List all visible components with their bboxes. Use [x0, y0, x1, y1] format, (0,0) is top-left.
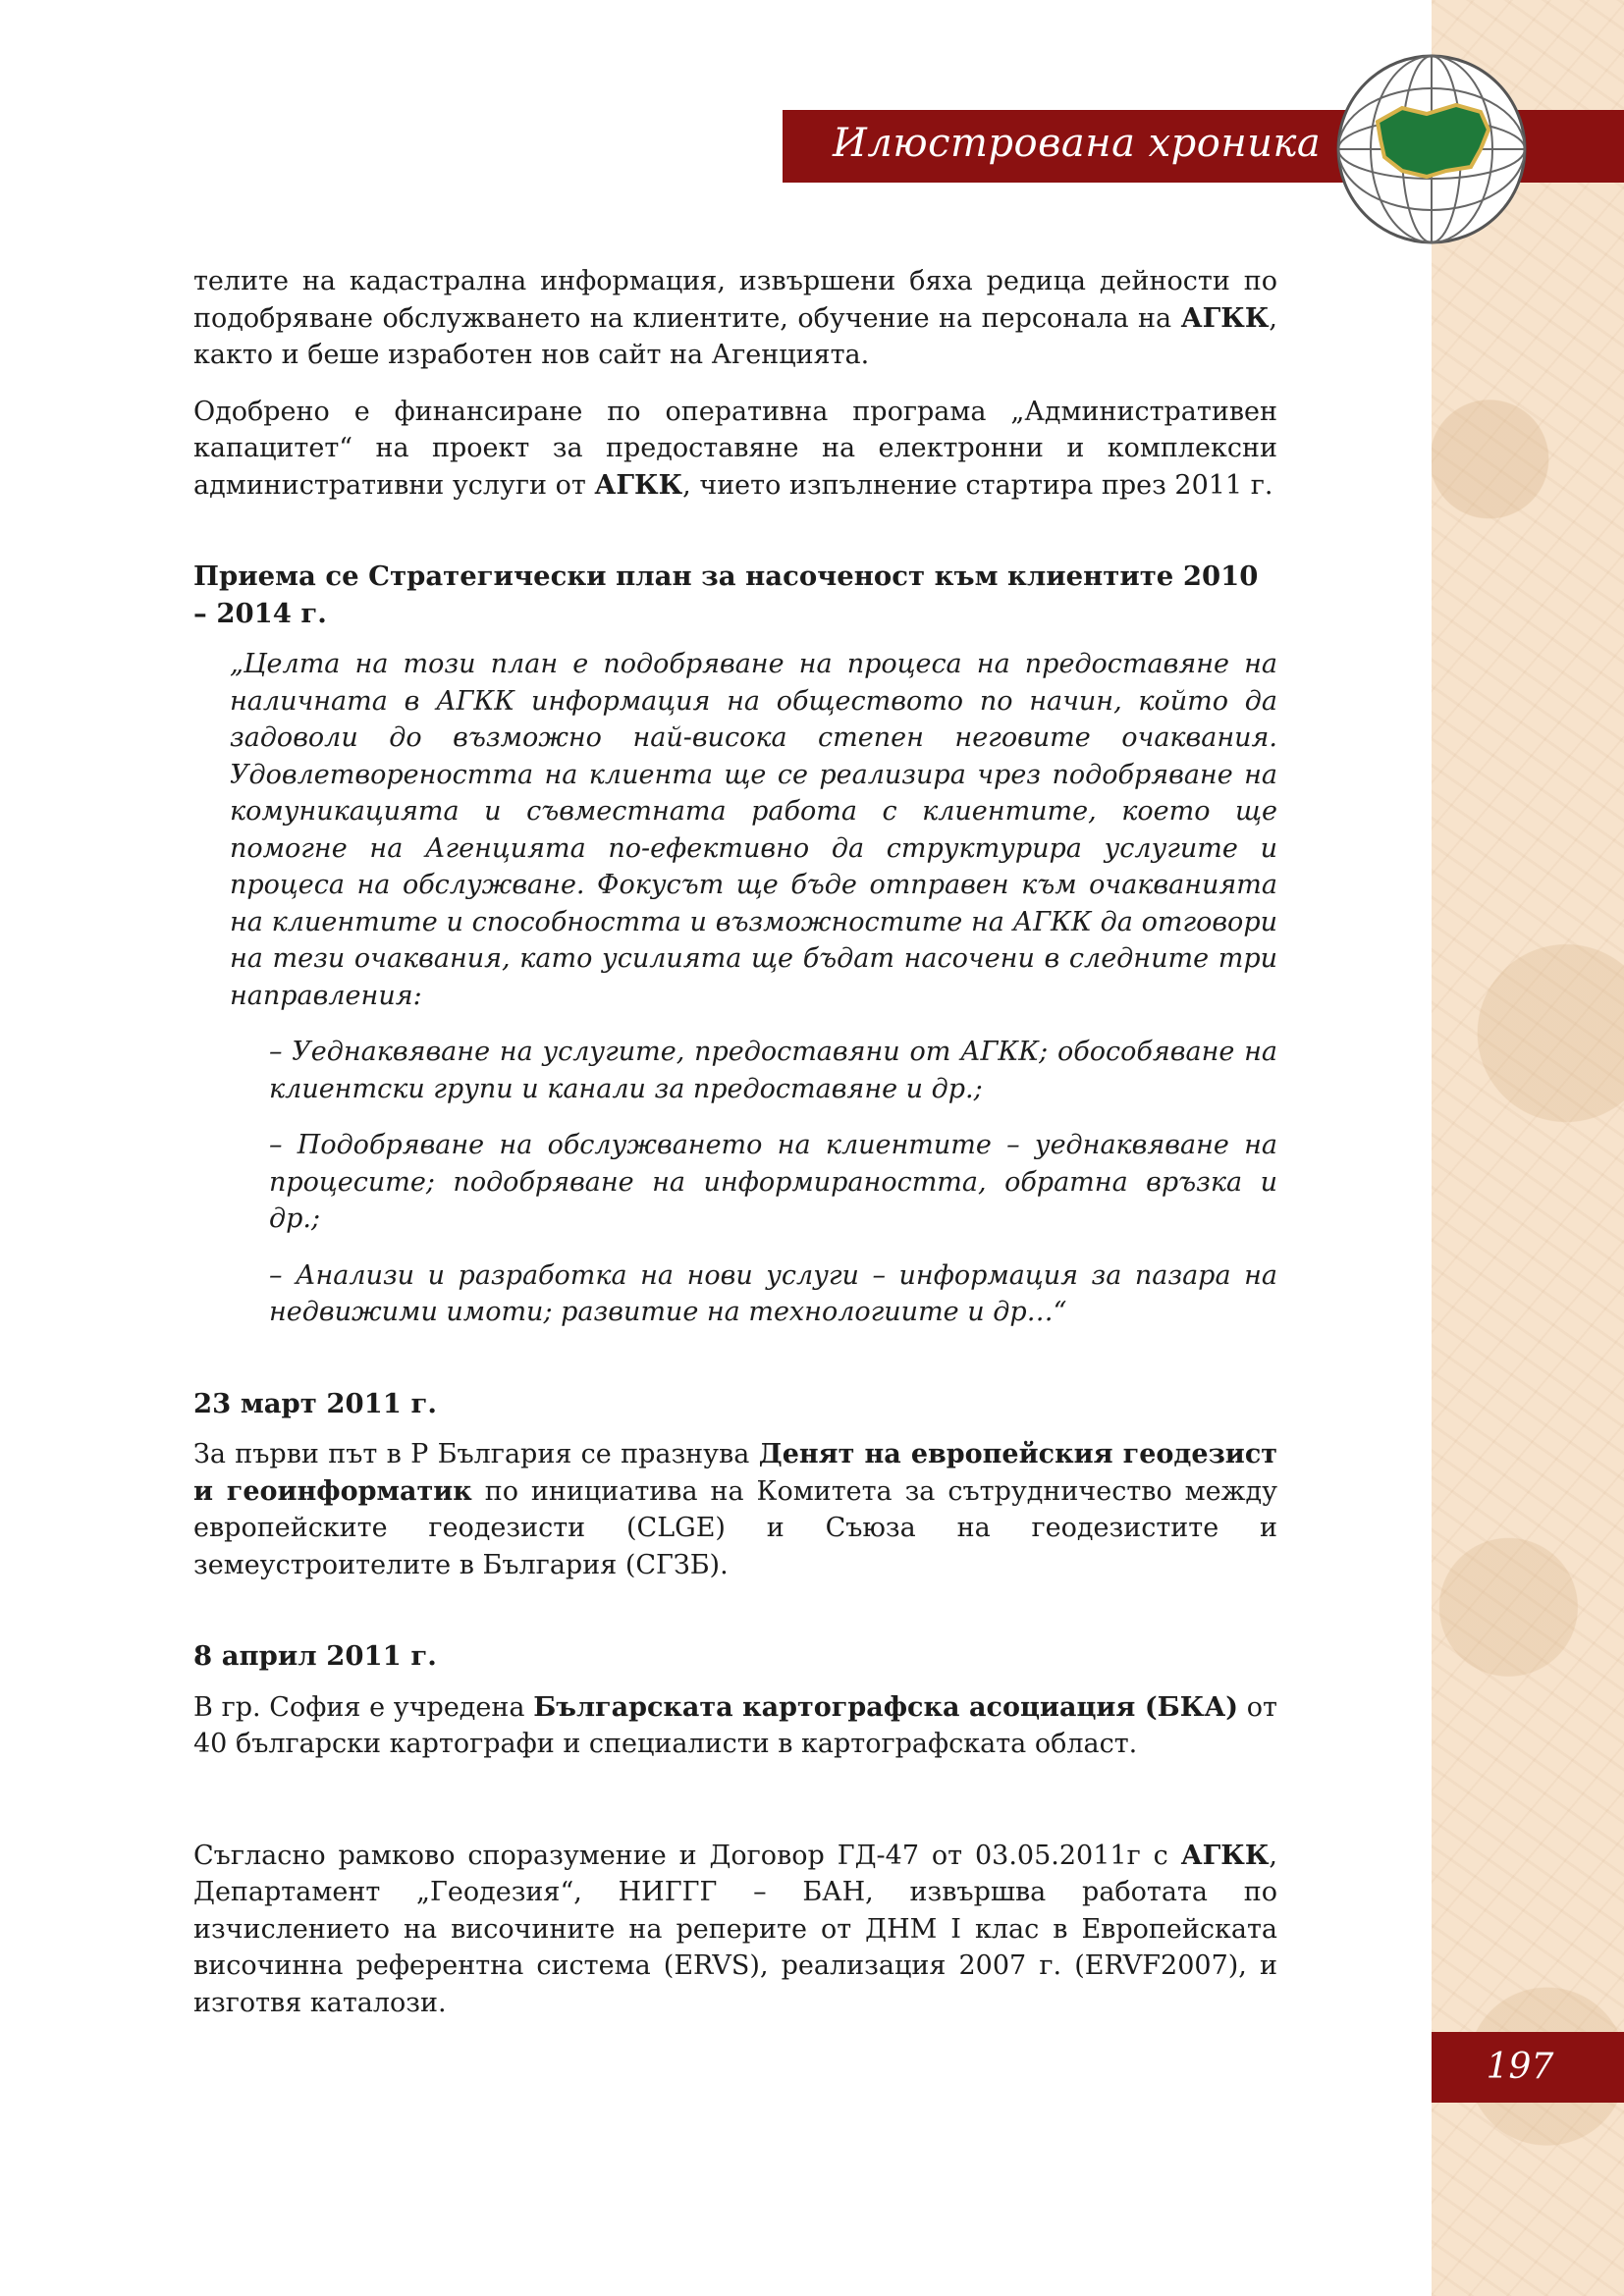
section-heading-strategic-plan: Приема се Стратегически план за насоченост към клиентите 2010 – 2014 г.	[193, 561, 1259, 629]
globe-logo-icon	[1333, 51, 1530, 247]
main-content	[193, 263, 1277, 2021]
page-title: Илюстрована хроника	[833, 121, 1322, 166]
paragraph-2: Одобрено е финансиране по оперативна програма „Административен капацитет“ на проект за предоставяне на електронни и комплексни административни услуги от АГКК, чието изпълнение стартира през 2011 г.	[193, 396, 1277, 501]
quote-bullet-2: – Подобряване на обслужването на клиентите – уеднаквяване на процесите; подобряване на информираността, обратна връзка и др.;	[269, 1130, 1277, 1234]
section-heading-april-8: 8 април 2011 г.	[193, 1640, 437, 1672]
paragraph-ervs: Съгласно рамково споразумение и Договор ГД-47 от 03.05.2011г с АГКК, Департамент „Геодезия“, НИГГГ – БАН, извършва работата по изчислението на височините на реперите от ДНМ I клас в Европейската височинна референтна система (ERVS), реализация 2007 г. (ERVF2007), и изготвя каталози.	[193, 1840, 1277, 2018]
paragraph-1: телите на кадастрална информация, извършени бяха редица дейности по подобряване обслужването на клиентите, обучение на персонала на АГКК, както и беше изработен нов сайт на Агенцията.	[193, 266, 1277, 370]
quote-bullet-1: – Уеднаквяване на услугите, предоставяни от АГКК; обособяване на клиентски групи и канали за предоставяне и др.;	[269, 1037, 1277, 1104]
decorative-side-strip	[1432, 0, 1624, 2296]
page-number: 197	[1486, 2047, 1554, 2087]
section-heading-march-23: 23 март 2011 г.	[193, 1387, 437, 1419]
paragraph-march-23: За първи път в Р България се празнува Денят на европейския геодезист и геоинформатик по инициатива на Комитета за сътрудничество между европейските геодезисти (CLGE) и Съюза на геодезистите и земеустроителите в България (СГЗБ).	[193, 1439, 1277, 1580]
quote-bullet-3: – Анализи и разработка на нови услуги – информация за пазара на недвижими имоти; развитие на технологиите и др…“	[269, 1259, 1277, 1327]
paragraph-april-8: В гр. София е учредена Българската картографска асоциация (БКА) от 40 български картографи и специалисти в картографската област.	[193, 1691, 1277, 1759]
quote-text: „Целта на този план е подобряване на процеса на предоставяне на наличната в АГКК информация на обществото по начин, който да задоволи до възможно най-висока степен неговите очаквания. Удовлетвореността на клиента ще се реализира чрез подобряване на комуникацията и съвместната работа с клиентите, което ще помогне на Агенцията по-ефективно да структурира услугите и процеса на обслужване. Фокусът ще бъде отправен към очакванията на клиентите и способността и възможностите на АГКК да отговори на тези очаквания, като усилията ще бъдат насочени в следните три направления:	[230, 649, 1277, 1011]
quote-block	[230, 646, 1277, 1331]
